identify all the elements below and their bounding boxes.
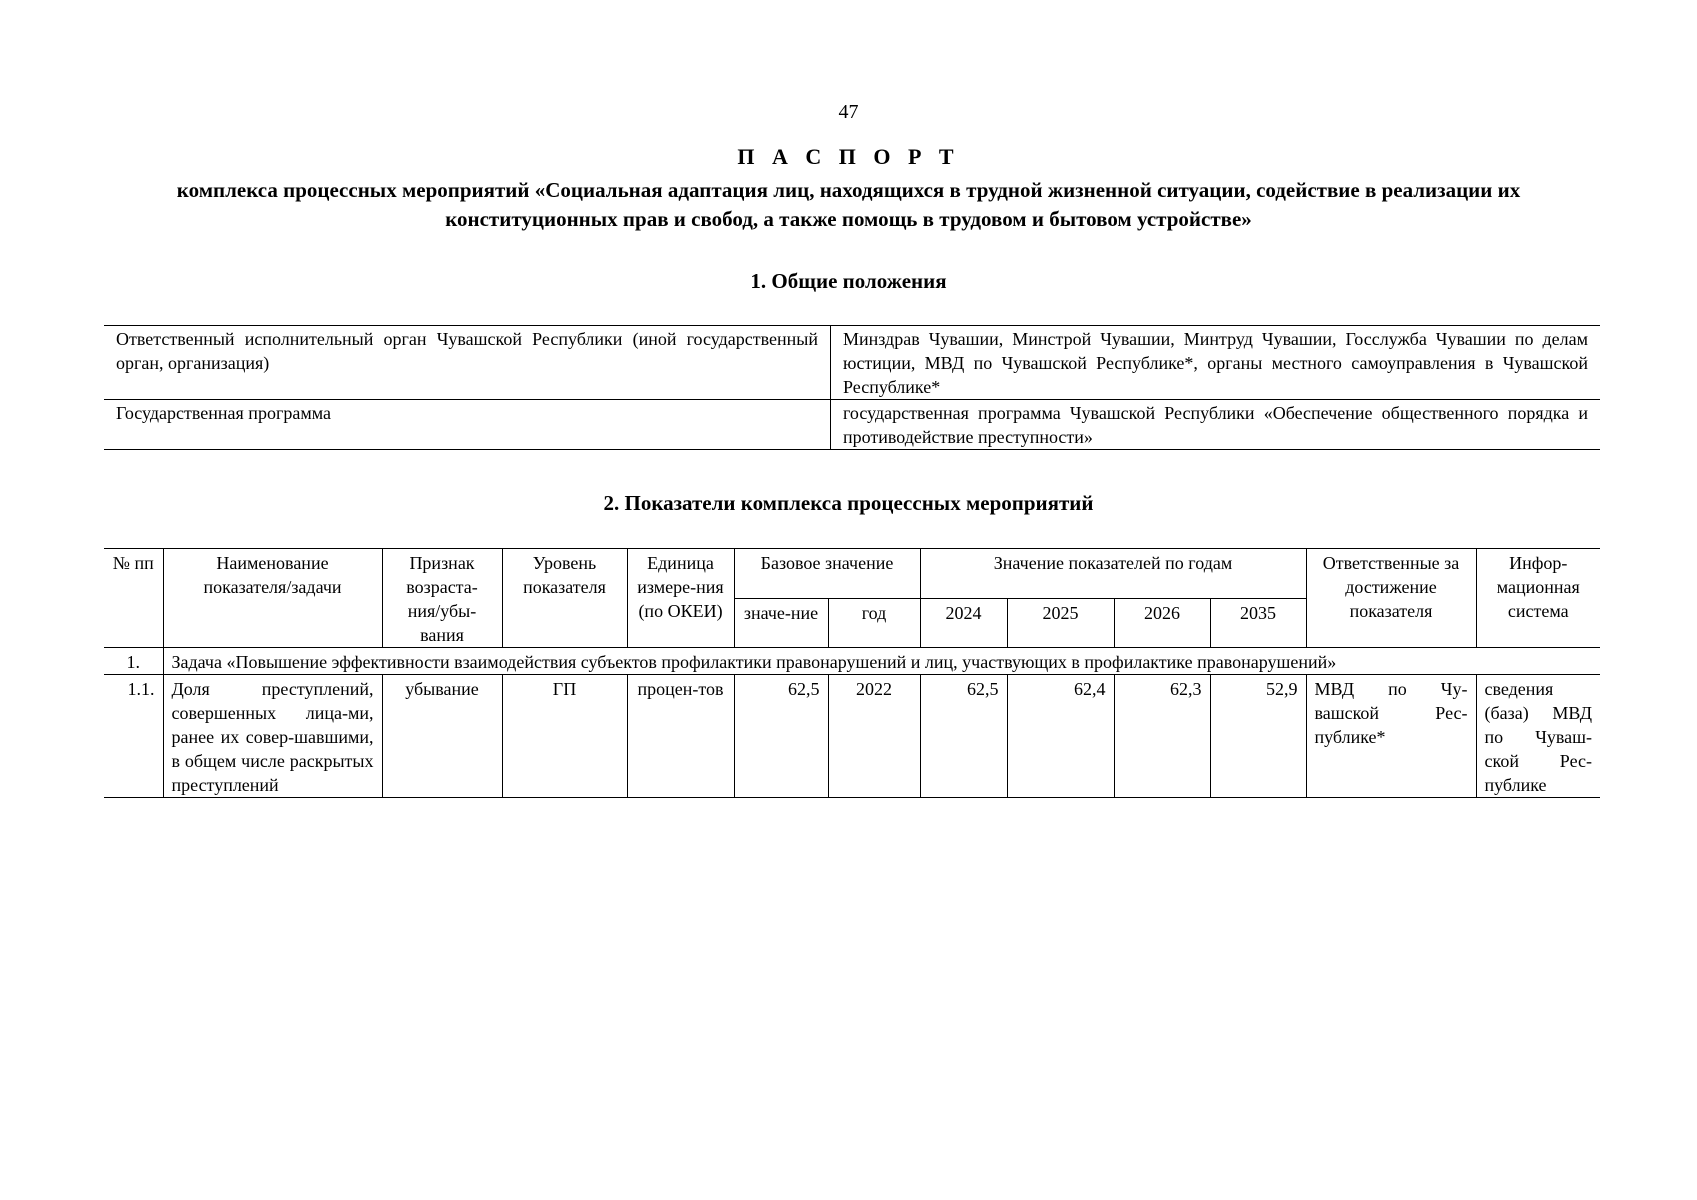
indicator-num: 1.1. [104,675,163,798]
header-sign: Признак возраста-ния/убы-вания [382,549,502,648]
section-heading-indicators: 2. Показатели комплекса процессных мероприятий [603,491,1094,515]
header-name: Наименование показателя/задачи [163,549,382,648]
header-year-2026: 2026 [1114,598,1210,648]
section-heading-general: 1. Общие положения [750,269,947,293]
indicator-level: ГП [502,675,627,798]
document-title: П А С П О Р Т [737,144,960,169]
responsible-body-value: Минздрав Чувашии, Минстрой Чувашии, Минтруд Чувашии, Госслужба Чувашии по делам юстиции, МВД по Чувашской Республике*, органы местного самоуправления в Чувашской Республике* [831,326,1601,400]
header-year-2035: 2035 [1210,598,1306,648]
header-year-2025: 2025 [1007,598,1114,648]
header-num: № пп [104,549,163,648]
indicator-value-2026: 62,3 [1114,675,1210,798]
header-base: Базовое значение [734,549,920,599]
task-text: Задача «Повышение эффективности взаимодействия субъектов профилактики правонарушений и лиц, участвующих в профилактике правонарушений» [163,648,1600,675]
indicator-value-2025: 62,4 [1007,675,1114,798]
header-base-value: значе-ние [734,598,828,648]
header-base-year: год [828,598,920,648]
table-row [104,675,1600,798]
indicator-info-system: сведения (база) МВД по Чуваш-ской Рес-публике [1476,675,1600,798]
responsible-body-label: Ответственный исполнительный орган Чувашской Республики (иной государственный орган, организация) [104,326,831,400]
state-program-label: Государственная программа [104,400,831,450]
page-number: 47 [838,101,859,123]
header-level: Уровень показателя [502,549,627,648]
indicators-table [104,548,1600,798]
header-unit: Единица измере-ния (по ОКЕИ) [627,549,734,648]
header-responsible: Ответственные за достижение показателя [1306,549,1476,648]
header-info-system: Инфор-мационная система [1476,549,1600,648]
general-provisions-table [104,325,1600,450]
task-num: 1. [104,648,163,675]
header-year-2024: 2024 [920,598,1007,648]
indicator-responsible: МВД по Чу-вашской Рес-публике* [1306,675,1476,798]
table-row [104,400,1600,450]
state-program-value: государственная программа Чувашской Республики «Обеспечение общественного порядка и противодействие преступности» [831,400,1601,450]
indicator-unit: процен-тов [627,675,734,798]
indicator-value-2024: 62,5 [920,675,1007,798]
header-years-group: Значение показателей по годам [920,549,1306,599]
indicator-sign: убывание [382,675,502,798]
table-row [104,326,1600,400]
indicator-base-value: 62,5 [734,675,828,798]
header-row [104,549,1600,599]
indicator-base-year: 2022 [828,675,920,798]
indicator-name: Доля преступлений, совершенных лица-ми, ранее их совер-шавшими, в общем числе раскрытых преступлений [163,675,382,798]
indicator-value-2035: 52,9 [1210,675,1306,798]
task-row [104,648,1600,675]
document-subtitle: комплекса процессных мероприятий «Социальная адаптация лиц, находящихся в трудной жизненной ситуации, содействие в реализации их конституционных прав и свобод, а также помощь в трудовом и бытовом устройстве» [176,178,1521,231]
